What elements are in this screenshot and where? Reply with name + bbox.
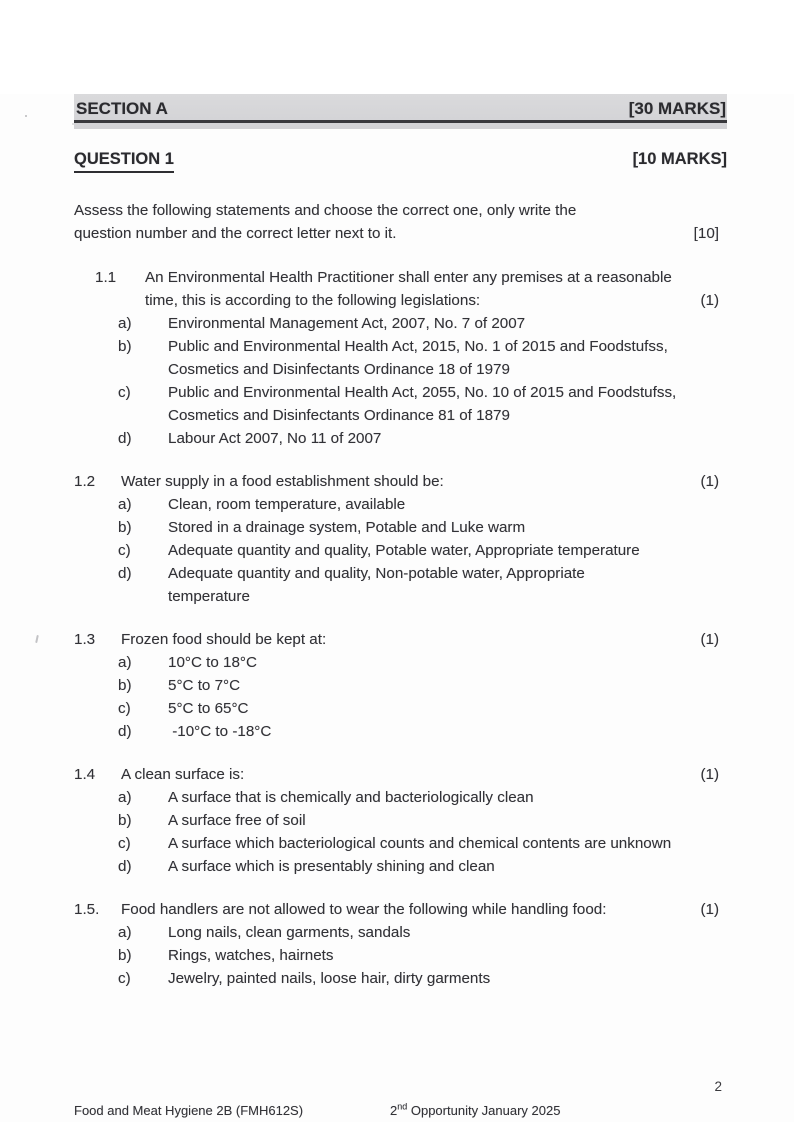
option-letter: a)	[118, 789, 132, 806]
question-number: 1.1	[95, 269, 117, 286]
option-letter: c)	[118, 970, 131, 987]
option-letter	[74, 404, 168, 427]
exam-page	[0, 94, 794, 1122]
option-letter: c)	[118, 542, 131, 559]
option-line	[74, 855, 727, 878]
instructions-line	[74, 199, 727, 222]
question-text: Water supply in a food establishment should be:	[121, 473, 444, 490]
option-letter: b)	[118, 812, 132, 829]
option-line	[74, 335, 727, 358]
option-letter: a)	[118, 924, 132, 941]
option-letter	[74, 358, 168, 381]
footer-course-code: Food and Meat Hygiene 2B (FMH612S)	[74, 1103, 304, 1118]
question-text: time, this is according to the following legislations:	[145, 292, 481, 309]
option-letter: a)	[118, 315, 132, 332]
option-line	[74, 674, 727, 697]
question-text: An Environmental Health Practitioner shall enter any premises at a reasonable	[145, 269, 672, 286]
option-letter: d)	[118, 430, 132, 447]
section-marks: [30 MARKS]	[628, 99, 726, 118]
option-text: Public and Environmental Health Act, 2015, No. 1 of 2015 and Foodstufss,	[168, 338, 668, 355]
option-line	[74, 493, 727, 516]
option-text: 5°C to 65°C	[168, 700, 249, 717]
question-line	[74, 470, 727, 493]
option-text: A surface which is presentably shining and clean	[168, 858, 495, 875]
footer-session-rest: Opportunity January 2025	[407, 1103, 561, 1118]
option-text: Clean, room temperature, available	[168, 496, 406, 513]
question-header	[74, 148, 727, 173]
option-line	[74, 809, 727, 832]
option-text: Stored in a drainage system, Potable and Luke warm	[168, 519, 526, 536]
option-line	[74, 697, 727, 720]
option-text: 10°C to 18°C	[168, 654, 257, 671]
option-text: Cosmetics and Disinfectants Ordinance 81 of 1879	[168, 407, 510, 424]
question-text: A clean surface is:	[121, 766, 245, 783]
question-number: 1.5.	[74, 901, 100, 918]
option-letter: b)	[118, 519, 132, 536]
option-text: 5°C to 7°C	[168, 677, 241, 694]
marks-badge: (1)	[700, 766, 719, 783]
option-line	[74, 786, 727, 809]
option-text: -10°C to -18°C	[168, 723, 272, 740]
marks-badge: (1)	[700, 901, 719, 918]
option-line	[74, 944, 727, 967]
question-item	[74, 628, 727, 743]
page-number: 2	[714, 1079, 722, 1094]
option-text: A surface free of soil	[168, 812, 306, 829]
option-text: temperature	[168, 588, 250, 605]
questions-list	[74, 266, 727, 990]
option-line	[74, 404, 727, 427]
marks-badge: (1)	[700, 473, 719, 490]
option-line	[74, 539, 727, 562]
question-text: Frozen food should be kept at:	[121, 631, 327, 648]
option-letter: c)	[118, 384, 131, 401]
marks-badge: (1)	[700, 292, 719, 309]
option-text: Adequate quantity and quality, Non-potable water, Appropriate	[168, 565, 585, 582]
marks-badge: (1)	[700, 631, 719, 648]
section-header-row	[74, 94, 727, 123]
question-number: 1.2	[74, 473, 96, 490]
option-line	[74, 651, 727, 674]
question-line	[74, 898, 727, 921]
question-line	[74, 289, 727, 312]
section-header	[74, 94, 727, 129]
option-text: Public and Environmental Health Act, 2055, No. 10 of 2015 and Foodstufss,	[168, 384, 677, 401]
option-line	[74, 720, 727, 743]
question-text: Food handlers are not allowed to wear the following while handling food:	[121, 901, 607, 918]
option-line	[74, 585, 727, 608]
instructions	[74, 199, 727, 245]
option-letter: c)	[118, 700, 131, 717]
question-number: 1.4	[74, 766, 96, 783]
page-content	[0, 94, 794, 990]
option-text: Adequate quantity and quality, Potable water, Appropriate temperature	[168, 542, 640, 559]
option-letter: b)	[118, 947, 132, 964]
option-letter: b)	[118, 677, 132, 694]
option-text: Rings, watches, hairnets	[168, 947, 334, 964]
option-text: Long nails, clean garments, sandals	[168, 924, 411, 941]
question-item	[74, 763, 727, 878]
question-marks: [10 MARKS]	[632, 150, 727, 168]
question-line	[74, 628, 727, 651]
question-number: 1.3	[74, 631, 96, 648]
instructions-text: Assess the following statements and choose the correct one, only write the	[74, 202, 577, 219]
question-item	[74, 898, 727, 990]
option-letter: d)	[118, 565, 132, 582]
question-item	[74, 470, 727, 608]
scan-artifact-dot	[25, 115, 27, 117]
question-number	[74, 289, 145, 312]
option-letter: d)	[118, 858, 132, 875]
option-text: A surface that is chemically and bacteriologically clean	[168, 789, 534, 806]
option-text: A surface which bacteriological counts and chemical contents are unknown	[168, 835, 672, 852]
footer-exam-session	[390, 1102, 560, 1120]
option-line	[74, 832, 727, 855]
option-letter: a)	[118, 654, 132, 671]
footer-session-number: 2	[390, 1103, 398, 1118]
option-letter: c)	[118, 835, 131, 852]
option-text: Jewelry, painted nails, loose hair, dirty garments	[168, 970, 491, 987]
instructions-text: question number and the correct letter next to it.	[74, 225, 397, 242]
option-line	[74, 921, 727, 944]
option-line	[74, 562, 727, 585]
question-item	[74, 266, 727, 450]
option-text: Labour Act 2007, No 11 of 2007	[168, 430, 382, 447]
scan-artifact-dot	[72, 123, 74, 125]
option-line	[74, 516, 727, 539]
question-line	[74, 266, 727, 289]
option-letter: b)	[118, 338, 132, 355]
option-text: Cosmetics and Disinfectants Ordinance 18 of 1979	[168, 361, 510, 378]
option-line	[74, 427, 727, 450]
option-letter: d)	[118, 723, 132, 740]
instructions-line	[74, 222, 727, 245]
question-line	[74, 763, 727, 786]
option-text: Environmental Management Act, 2007, No. 7 of 2007	[168, 315, 526, 332]
option-line	[74, 312, 727, 335]
option-letter: a)	[118, 496, 132, 513]
option-line	[74, 358, 727, 381]
question-title: QUESTION 1	[74, 148, 174, 173]
option-line	[74, 967, 727, 990]
instructions-total-marks: [10]	[693, 225, 719, 242]
option-letter	[74, 585, 168, 608]
footer-session-ordinal: nd	[397, 1101, 408, 1112]
section-title: SECTION A	[76, 99, 168, 118]
option-line	[74, 381, 727, 404]
